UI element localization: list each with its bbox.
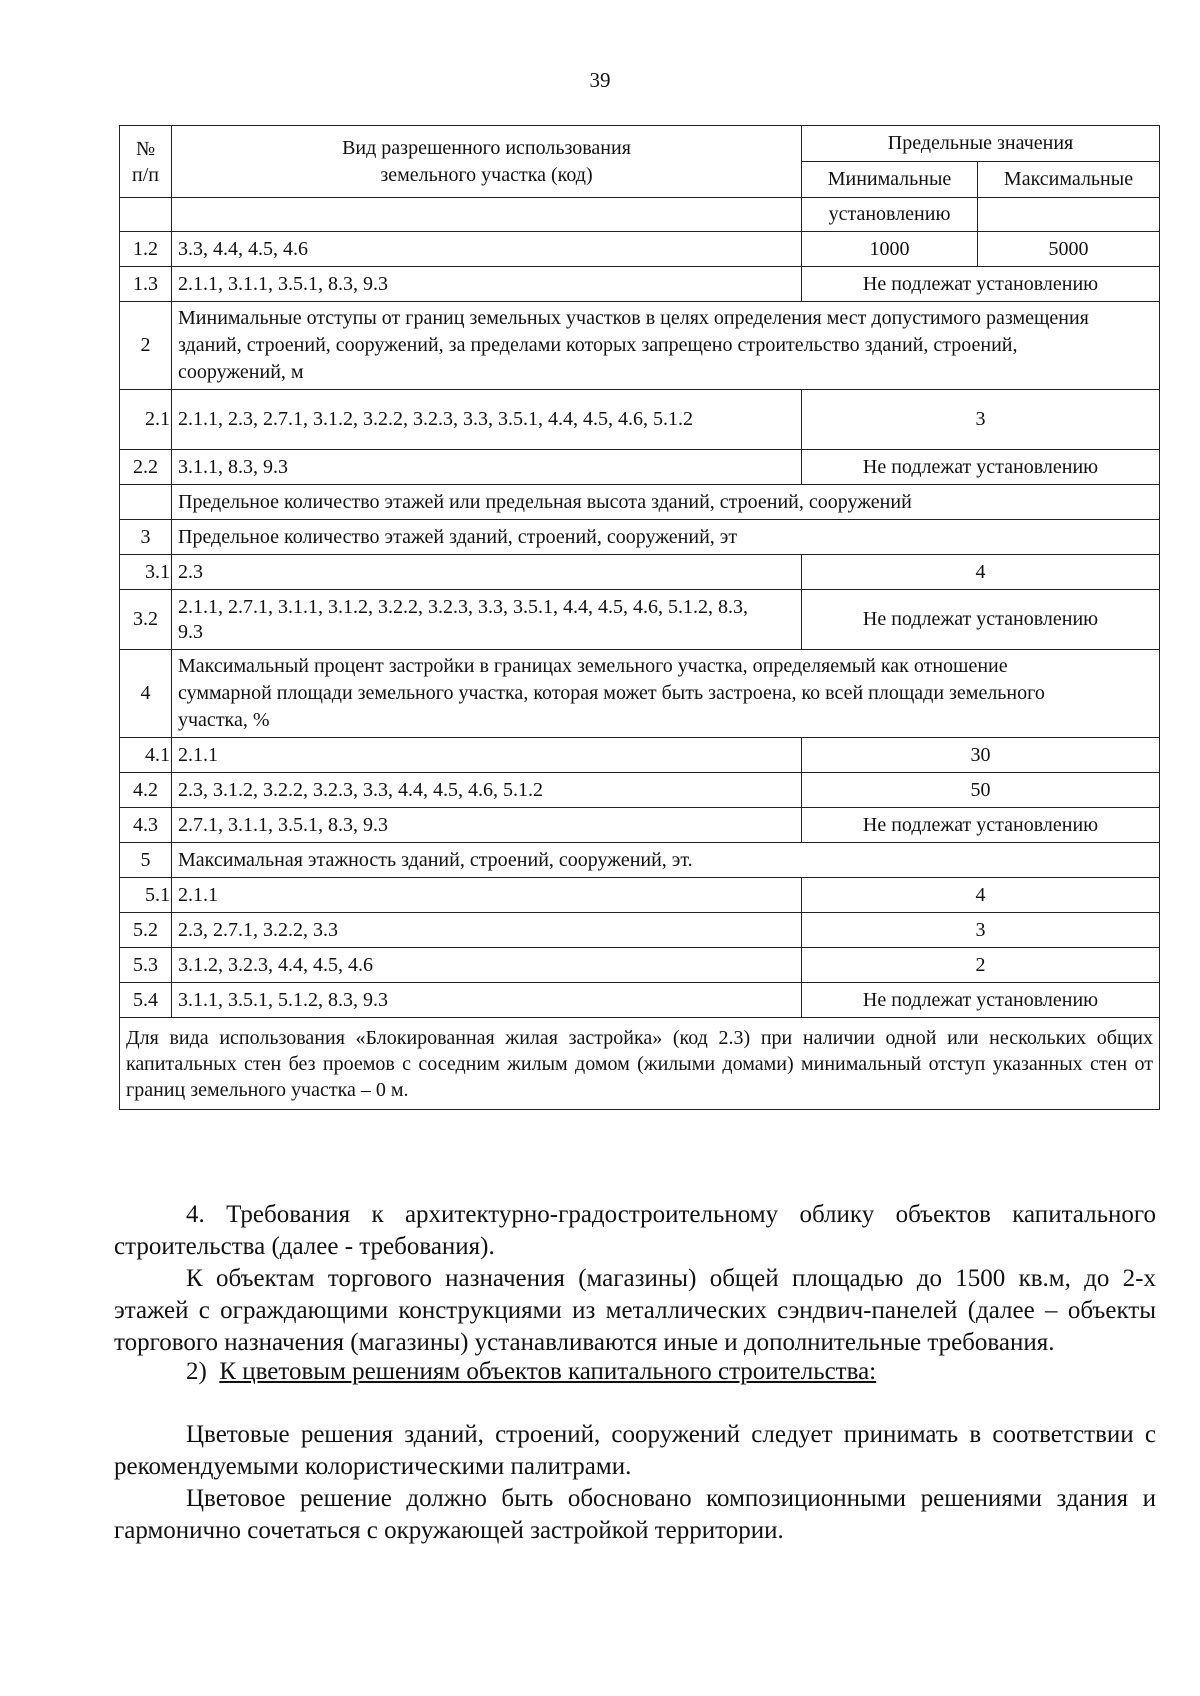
- row-num: 5.4: [120, 983, 172, 1018]
- table-header-row: [120, 126, 1160, 162]
- row-min: 1000: [802, 232, 978, 267]
- table-row: [120, 390, 1160, 450]
- row-num: 2.2: [120, 450, 172, 485]
- header-num: № п/п: [120, 126, 172, 198]
- table-section-row: [120, 302, 1160, 390]
- table-row: [120, 773, 1160, 808]
- row-num: 4.3: [120, 808, 172, 843]
- row-codes: 2.3, 3.1.2, 3.2.2, 3.2.3, 3.3, 4.4, 4.5, 4.6, 5.1.2: [172, 773, 802, 808]
- header-limits: Предельные значения: [802, 126, 1160, 162]
- row-num: 2: [120, 302, 172, 390]
- row-value: Не подлежат установлению: [802, 267, 1160, 302]
- row-num: 3: [120, 520, 172, 555]
- section-title: Предельное количество этажей или предельная высота зданий, строений, сооружений: [172, 485, 1160, 520]
- table-section-row: [120, 520, 1160, 555]
- row-codes: 2.3: [172, 555, 802, 590]
- header-max: Максимальные: [978, 162, 1160, 198]
- row-value: 30: [802, 738, 1160, 773]
- section-title: Минимальные отступы от границ земельных участков в целях определения мест допустимого размещения зданий, строений, сооружений, за пределами которых запрещено строительство зданий, строений, сооружений, м: [172, 302, 1160, 390]
- row-num: 5.2: [120, 913, 172, 948]
- row-value: 3: [802, 390, 1160, 450]
- table-row: [120, 808, 1160, 843]
- paragraph-color-justification: Цветовое решение должно быть обосновано композиционными решениями здания и гармонично сочетаться с окружающей застройкой территории.: [114, 1485, 1156, 1544]
- row-value: Не подлежат установлению: [802, 590, 1160, 650]
- section-title: Предельное количество этажей зданий, строений, сооружений, эт: [172, 520, 1160, 555]
- table-row: [120, 948, 1160, 983]
- row-num: [120, 485, 172, 520]
- row-codes: 3.1.1, 3.5.1, 5.1.2, 8.3, 9.3: [172, 983, 802, 1018]
- row-value: Не подлежат установлению: [802, 983, 1160, 1018]
- row-value: Не подлежат установлению: [802, 450, 1160, 485]
- regulations-table: [119, 125, 1160, 1110]
- table-note: Для вида использования «Блокированная жилая застройка» (код 2.3) при наличии одной или нескольких общих капитальных стен без проемов с соседним жилым домом (жилыми домами) минимальный отступ указанных стен от границ земельного участка – 0 м.: [120, 1018, 1160, 1110]
- body-item-2: [114, 1356, 1156, 1388]
- carry-over-num: [120, 198, 172, 232]
- row-codes: 2.1.1: [172, 878, 802, 913]
- table-note-row: [120, 1018, 1160, 1110]
- page-number: 39: [589, 68, 611, 92]
- table-section-row: [120, 650, 1160, 738]
- table-section-row: [120, 843, 1160, 878]
- row-num: 4.1: [120, 738, 172, 773]
- header-kind: Вид разрешенного использования земельного участка (код): [172, 126, 802, 198]
- item-2-title: К цветовым решениям объектов капитального строительства:: [219, 1358, 877, 1385]
- table-carry-over-row: [120, 198, 1160, 232]
- table-section-row: [120, 485, 1160, 520]
- row-value: 2: [802, 948, 1160, 983]
- row-codes: 2.1.1, 3.1.1, 3.5.1, 8.3, 9.3: [172, 267, 802, 302]
- table-row: [120, 590, 1160, 650]
- body-color-section: [114, 1419, 1156, 1547]
- row-value: 3: [802, 913, 1160, 948]
- row-num: 2.1: [120, 390, 172, 450]
- row-codes: 2.1.1: [172, 738, 802, 773]
- row-num: 3.2: [120, 590, 172, 650]
- row-codes: 2.1.1, 2.7.1, 3.1.1, 3.1.2, 3.2.2, 3.2.3, 3.3, 3.5.1, 4.4, 4.5, 4.6, 5.1.2, 8.3, 9.3: [172, 590, 802, 650]
- row-value: Не подлежат установлению: [802, 808, 1160, 843]
- item-2-heading: [114, 1356, 1156, 1388]
- row-value: 50: [802, 773, 1160, 808]
- table-row: [120, 232, 1160, 267]
- row-max: 5000: [978, 232, 1160, 267]
- row-codes: 2.7.1, 3.1.1, 3.5.1, 8.3, 9.3: [172, 808, 802, 843]
- table-row: [120, 878, 1160, 913]
- row-codes: 3.1.1, 8.3, 9.3: [172, 450, 802, 485]
- table-row: [120, 983, 1160, 1018]
- row-value: 4: [802, 878, 1160, 913]
- carry-over-min: установлению: [802, 198, 978, 232]
- table-row: [120, 450, 1160, 485]
- row-num: 5.1: [120, 878, 172, 913]
- row-num: 5: [120, 843, 172, 878]
- table-row: [120, 913, 1160, 948]
- row-num: 1.2: [120, 232, 172, 267]
- row-num: 1.3: [120, 267, 172, 302]
- section-title: Максимальная этажность зданий, строений, сооружений, эт.: [172, 843, 1160, 878]
- paragraph-requirements-heading: 4. Требования к архитектурно-градостроительному облику объектов капитального строительства (далее - требования).: [114, 1201, 1156, 1260]
- table-row: [120, 267, 1160, 302]
- table-row: [120, 738, 1160, 773]
- row-num: 4.2: [120, 773, 172, 808]
- row-num: 3.1: [120, 555, 172, 590]
- row-num: 5.3: [120, 948, 172, 983]
- table-row: [120, 555, 1160, 590]
- row-codes: 2.1.1, 2.3, 2.7.1, 3.1.2, 3.2.2, 3.2.3, 3.3, 3.5.1, 4.4, 4.5, 4.6, 5.1.2: [172, 390, 802, 450]
- item-2-number: 2): [186, 1358, 207, 1385]
- row-num: 4: [120, 650, 172, 738]
- row-codes: 3.3, 4.4, 4.5, 4.6: [172, 232, 802, 267]
- paragraph-color-palettes: Цветовые решения зданий, строений, сооружений следует принимать в соответствии с рекомендуемыми колористическими палитрами.: [114, 1421, 1156, 1480]
- row-codes: 2.3, 2.7.1, 3.2.2, 3.3: [172, 913, 802, 948]
- section-title: Максимальный процент застройки в границах земельного участка, определяемый как отношение суммарной площади земельного участка, которая может быть застроена, ко всей площади земельного участка, %: [172, 650, 1160, 738]
- carry-over-kind: [172, 198, 802, 232]
- row-codes: 3.1.2, 3.2.3, 4.4, 4.5, 4.6: [172, 948, 802, 983]
- body-section-4: [114, 1199, 1156, 1359]
- header-min: Минимальные: [802, 162, 978, 198]
- carry-over-max: [978, 198, 1160, 232]
- paragraph-trade-objects: К объектам торгового назначения (магазины) общей площадью до 1500 кв.м, до 2-х этажей с ограждающими конструкциями из металлических сэндвич-панелей (далее – объекты торгового назначения (магазины) устанавливаются иные и дополнительные требования.: [114, 1265, 1156, 1356]
- row-value: 4: [802, 555, 1160, 590]
